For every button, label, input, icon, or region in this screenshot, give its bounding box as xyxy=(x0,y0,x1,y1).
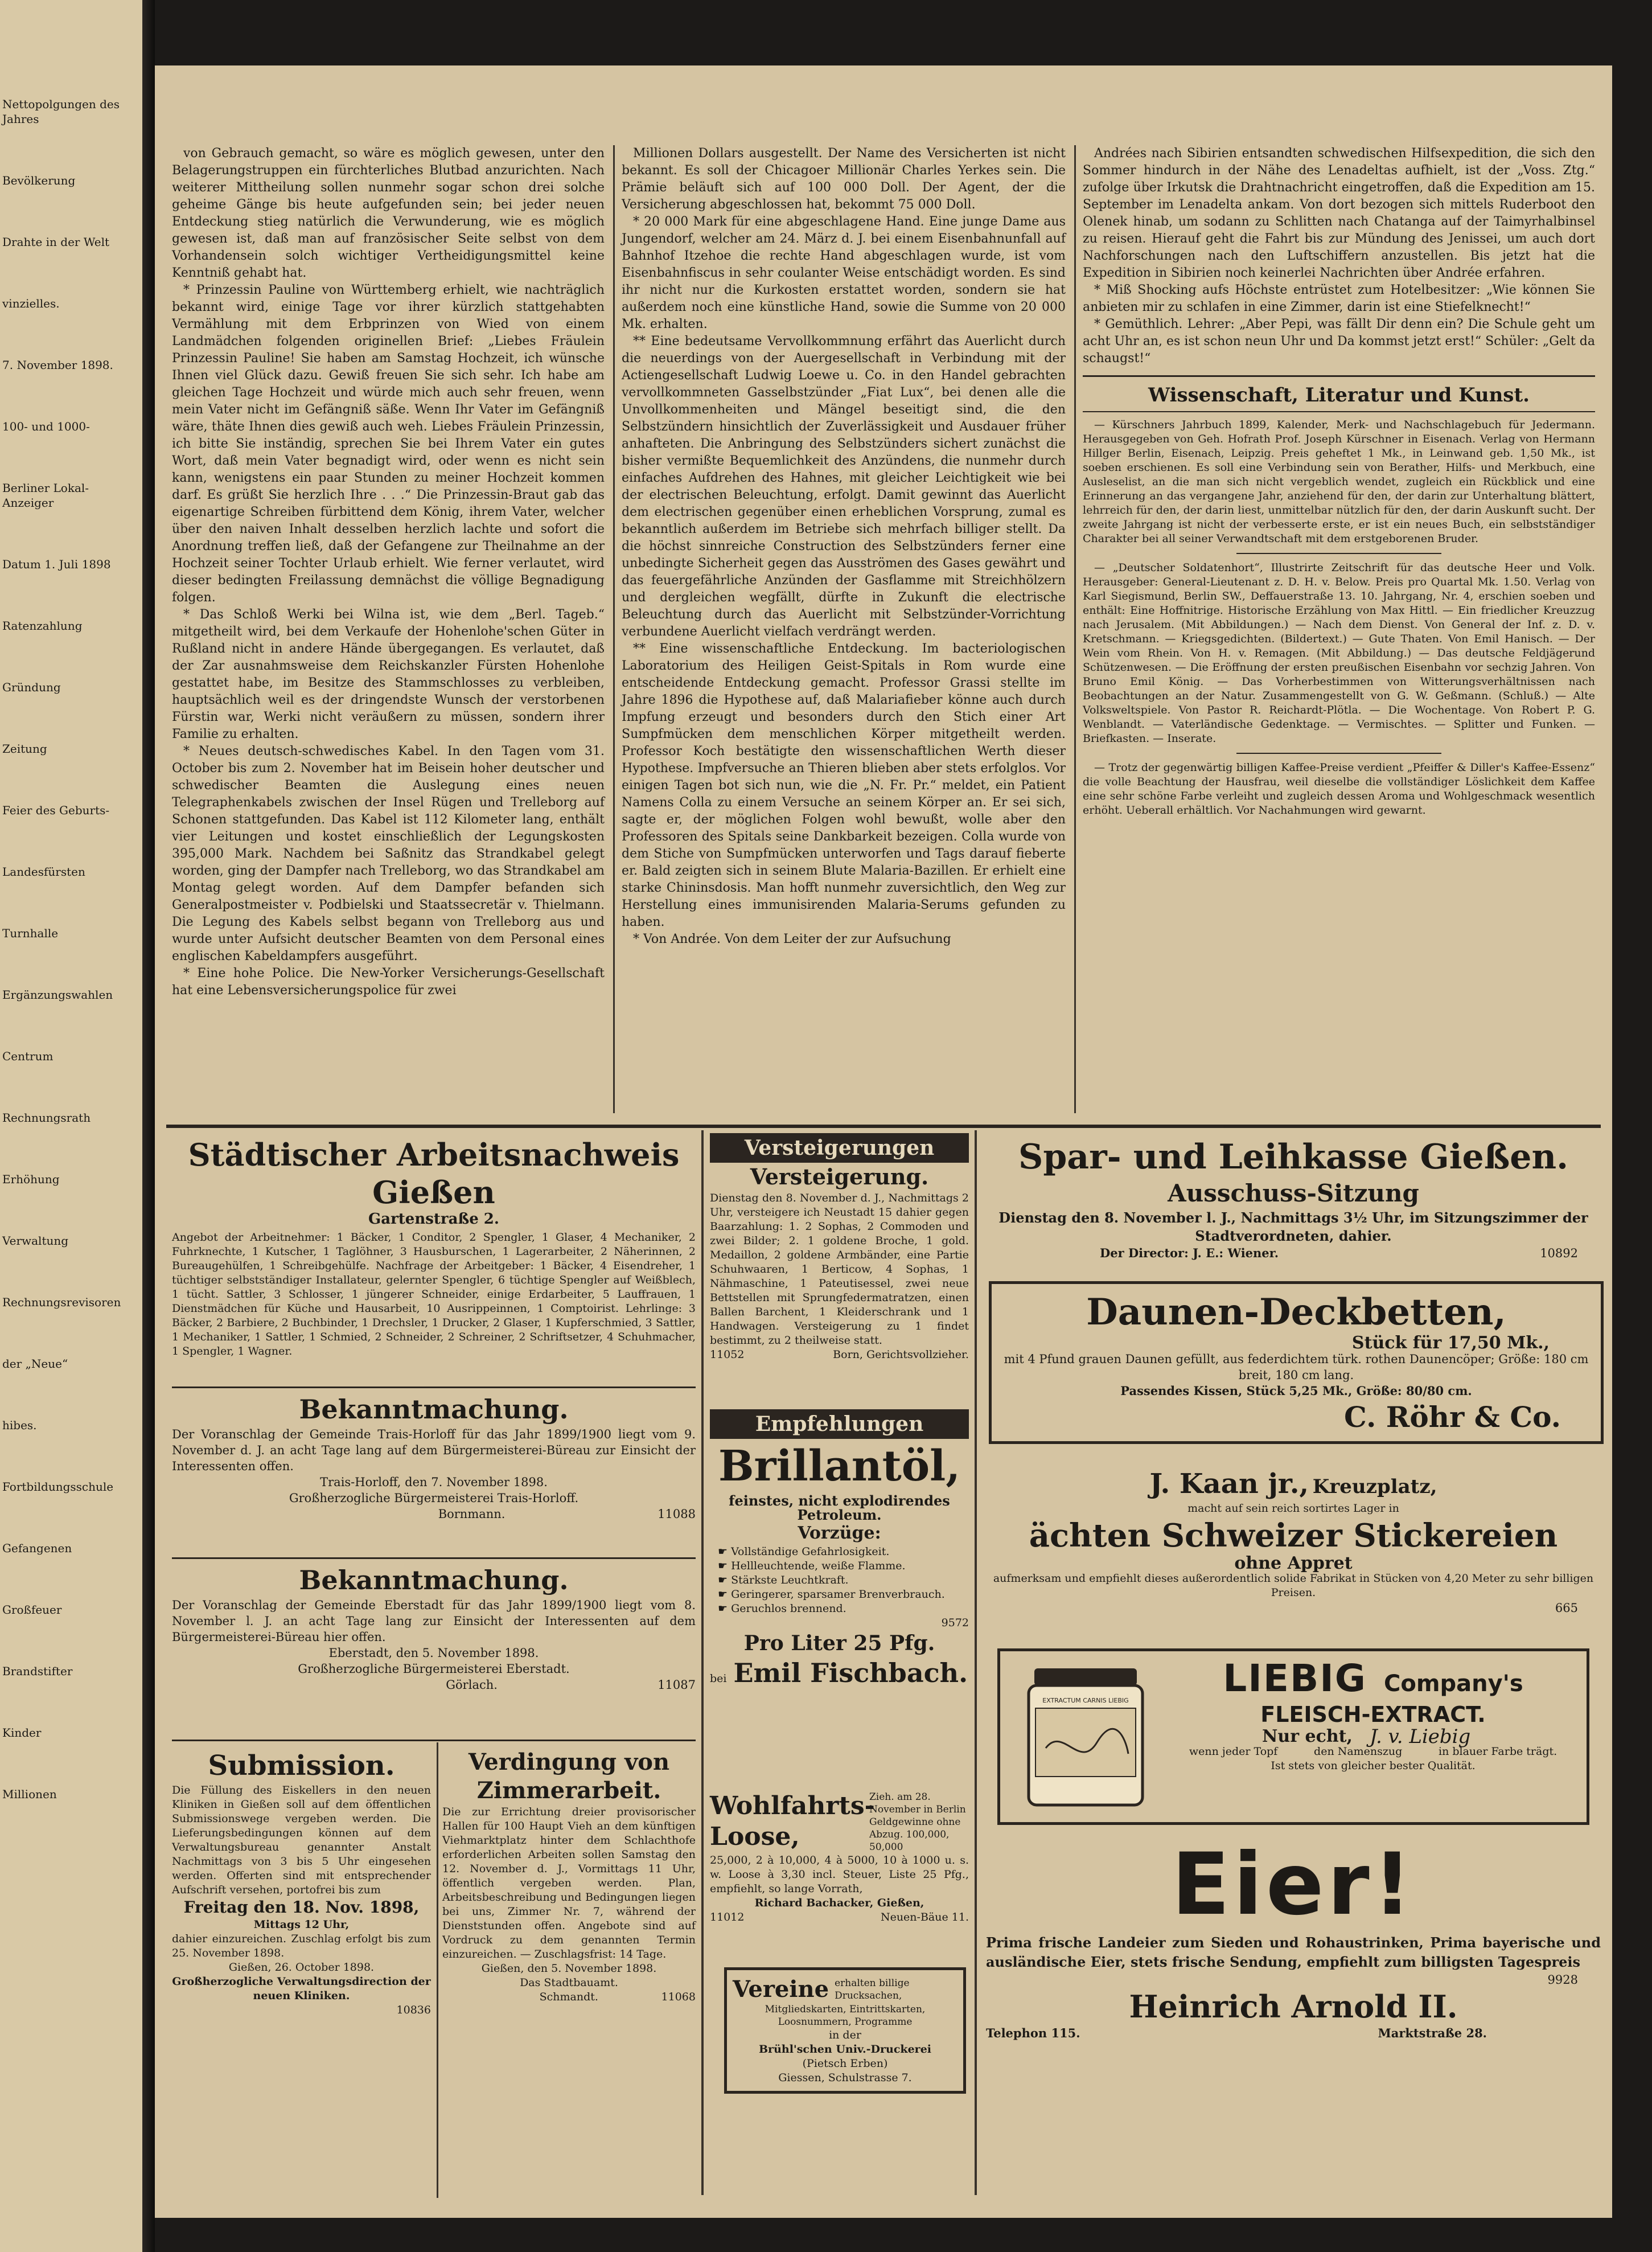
ad-bekanntmachung-trais xyxy=(172,1392,696,1522)
left-page-line: Berliner Lokal-Anzeiger xyxy=(2,481,89,510)
ad-place: Gießen, 26. October 1898. xyxy=(228,1961,375,1974)
ad-place: Trais-Horloff, den 7. November 1898. xyxy=(320,1475,548,1489)
left-page-line: Kinder xyxy=(2,1726,42,1740)
article-column-2 xyxy=(622,145,1066,948)
ad-number: 11068 xyxy=(661,1991,696,2003)
ad-title: Versteigerung. xyxy=(750,1164,929,1189)
feature-text: Geringerer, sparsamer Brenverbrauch. xyxy=(731,1588,945,1601)
ad-signer: Großherzogliche Verwaltungsdirection der neuen Kliniken. xyxy=(172,1975,431,2002)
article-paragraph: * Prinzessin Pauline von Württemberg erhielt, wie nachträglich bekannt wird, einige Tage vor ihrer kürzlich stattgehabten Vermählung mit dem Erbprinzen von Wied von einem Landmädchen folgenden originellen Brief: „Liebes Fräulein Prinzessin Pauline! Sie haben am Samstag Hochzeit, ich wünsche Ihnen viel Glück dazu. Gewiß freuen Sie sich sehr. Ich habe am gleichen Tage Hochzeit und würde mich auch sehr freuen, wenn mein Vater nicht im Gefängniß säße. Wenn Ihr Vater im Gefängniß wäre, thäte Ihnen dies gewiß auch weh. Liebes Fräulein Prinzessin, ich bitte Sie inständig, sprechen Sie bei Ihrem Vater ein gutes Wort, daß mein Vater begnadigt wird, oder wenn es nicht sein kann, wenigstens ein paar Stunden zu meiner Hochzeit kommen darf. Es grüßt Sie herzlich Ihre . . .“ Die Prinzessin-Braut gab das eigenartige Schreiben fürbittend dem König, ihrem Vater, welcher über den naiven Inhalt desselben herzlich lachte und sofort die Anordnung treffen ließ, daß der Gefangene zur Theilnahme an der Hochzeit seiner Tochter Urlaub erhielt. Wie ferner verlautet, wird dieser bedingten Freilassung demnächst die völlige Begnadigung folgen. xyxy=(172,283,605,605)
ad-firm: Heinrich Arnold II. xyxy=(1129,1988,1458,2025)
left-page-line: Drahte in der Welt xyxy=(2,235,110,249)
liebig-jar-image xyxy=(1017,1663,1154,1811)
column-rule xyxy=(613,145,615,1113)
feature-text: Geruchlos brennend. xyxy=(731,1602,846,1615)
ad-phone: Telephon 115. xyxy=(986,2026,1080,2040)
article-paragraph: Andrées nach Sibirien entsandten schwedischen Hilfsexpedition, die sich den Sommer hindurch in der Nähe des Lenadeltas aufhielt, ist der „Voss. Ztg.“ zufolge über Irkutsk die Drahtnachricht eingetroffen, daß die Expedition am 15. September im Lenadelta ankam. Von dort bezogen sich mittels Ruderboot den Olenek hinab, um sodann zu Schlitten nach Chatanga auf der Taimyrhalbinsel zu reisen. Hierauf geht die Fahrt bis zur Mündung des Jenissei, um auch dort Nachforschungen nach den Luftschiffern anzustellen. Bis jetzt hat die Expedition in Sibirien noch keinerlei Nachrichten über Andrée erfahren. xyxy=(1083,146,1595,280)
ad-number: 11088 xyxy=(657,1507,696,1521)
ad-submission xyxy=(172,1748,431,2017)
ad-body: Angebot der Arbeitnehmer: 1 Bäcker, 1 Conditor, 2 Spengler, 1 Glaser, 4 Mechaniker, 2 Fuhrknechte, 1 Kutscher, 1 Taglöhner, 3 Hausburschen, 1 Lagerarbeiter, 2 Näherinnen, 2 Bureaugehülfen, 1 Schreibgehülfe. Nachfrage der Arbeitgeber: 1 Bäcker, 4 Eisendreher, 1 tüchtiger selbstständiger Installateur, gelernter Spengler, 6 tüchtige Spengler auf Weißblech, 1 tücht. Sattler, 3 Schlosser, 1 jüngerer Schneider, einige Erdarbeiter, 5 Lauffrauen, 1 Dienstmädchen für Küche und Hausarbeit, 10 Ausrippeinnen, 1 Comptoirist. Lehrlinge: 3 Bäcker, 2 Barbiere, 2 Buchbinder, 1 Drechsler, 1 Drucker, 2 Glaser, 1 Kupferschmied, 3 Sattler, 1 Mechaniker, 1 Sattler, 1 Schmied, 2 Schneider, 2 Schreiner, 2 Schriftsetzer, 4 Schuhmacher, 1 Spengler, 1 Wagner. xyxy=(172,1231,696,1357)
feature-list-item xyxy=(718,1559,969,1573)
ad-signer: Großherzogliche Bürgermeisterei Trais-Horloff. xyxy=(289,1491,579,1505)
ad-kaan-stickereien xyxy=(986,1466,1601,1616)
feature-list-item xyxy=(718,1602,969,1616)
left-page-text xyxy=(2,97,139,1848)
ad-number: 665 xyxy=(1555,1601,1578,1615)
ad-body: Dienstag den 8. November l. J., Nachmittags 3½ Uhr, im Sitzungszimmer der Stadtverordneten, dahier. xyxy=(998,1209,1588,1244)
liebig-signature: J. v. Liebig xyxy=(1369,1725,1471,1748)
left-page-line: Fortbildungsschule xyxy=(2,1480,114,1494)
pointing-hand-icon: ☛ xyxy=(718,1588,732,1601)
ad-body: Mitgliedskarten, Eintrittskarten, Loosnummern, Programme xyxy=(765,2004,926,2028)
ad-place: Kreuzplatz, xyxy=(1312,1475,1437,1498)
left-page-line: 100- und 1000- xyxy=(2,420,90,433)
left-page-line: der „Neue“ xyxy=(2,1357,68,1371)
ad-title: Brillantöl, xyxy=(718,1442,961,1491)
liebig-product: FLEISCH-EXTRACT. xyxy=(1260,1702,1486,1727)
ad-number: 10836 xyxy=(396,2004,431,2016)
article-paragraph: * Neues deutsch-schwedisches Kabel. In den Tagen vom 31. October bis zum 2. November hat im Beisein hoher deutscher und schwedischer Beamten die Auslegung eines neuen Telegraphenkabels zwischen der Insel Rügen und Trelleborg auf Schonen stattgefunden. Das Kabel ist 112 Kilometer lang, enthält vier Leitungen und kostet einschließlich der Legungskosten 395,000 Mark. Nachdem bei Saßnitz das Strandkabel gelegt worden, ging der Dampfer nach Trelleborg, wo das Strandkabel am Montag gelegt worden. Auf dem Dampfer befanden sich Generalpostmeister v. Podbielski und Staatssecretär v. Thielmann. Die Legung des Kabels selbst begann von Trelleborg aus und wurde unter Aufsicht deutscher Beamten von dem Personal eines englischen Kabeldampfers ausgeführt. xyxy=(172,744,605,963)
ad-body: Dienstag den 8. November d. J., Nachmittags 2 Uhr, versteigere ich Neustadt 15 dahier gegen Baarzahlung: 1. 2 Sophas, 2 Commoden und zwei Bilder; 2. 1 goldene Broche, 1 gold. Medaillon, 2 goldene Armbänder, eine Partie Schuhwaaren, 1 Berticow, 4 Sophas, 1 Nähmaschine, 1 Pateutisessel, zwei neue Bettstellen mit Sprungfedermatratzen, einen Ballen Barchent, 1 Kleiderschrank und 1 Handwagen. Versteigerung zu 1 findet bestimmt, zu 2 theilweise statt. xyxy=(710,1192,969,1347)
ad-title: Bekanntmachung. xyxy=(299,1565,569,1595)
ads-column-rule xyxy=(701,1130,704,2195)
ad-rule xyxy=(172,1740,696,1741)
article-paragraph: — Trotz der gegenwärtig billigen Kaffee-Preise verdient „Pfeiffer & Diller's Kaffee-Essenz“ die volle Beachtung der Hausfrau, weil dieselbe die vollständiger Löslichkeit dem Kaffee eine sehr schöne Farbe verleiht und zugleich dessen Aroma und Wohlgeschmack wesentlich erhöht. Ueberall erhältlich. Vor Nachahmungen wird gewarnt. xyxy=(1083,761,1595,817)
ad-printer: Brühl'schen Univ.-Druckerei xyxy=(759,2043,931,2056)
article-paragraph: * 20 000 Mark für eine abgeschlagene Hand. Eine junge Dame aus Jungendorf, welcher am 24. März d. J. bei einem Eisenbahnunfall auf Bahnhof Itzehoe die rechte Hand abgeschlagen wurde, ist vom Eisenbahnfiscus in sehr coulanter Weise entschädigt worden. Es sind ihr nicht nur die Kurkosten erstattet worden, sondern sie hat außerdem noch eine künstliche Hand, sowie die Summe von 20 000 Mk. erhalten. xyxy=(622,215,1066,331)
left-page-line: Gefangenen xyxy=(2,1541,72,1555)
feature-text: Stärkste Leuchtkraft. xyxy=(731,1574,849,1586)
ad-price: Stück für 17,50 Mk., xyxy=(1351,1333,1550,1353)
ad-price: Pro Liter 25 Pfg. xyxy=(743,1631,935,1655)
article-paragraph: * Von Andrée. Von dem Leiter der zur Aufsuchung xyxy=(633,932,951,946)
ad-printer-sub: (Pietsch Erben) xyxy=(802,2057,888,2070)
left-page-line: Ergänzungswahlen xyxy=(2,988,113,1002)
left-page-line: Feier des Geburts- xyxy=(2,803,110,817)
ad-subtitle: Ausschuss-Sitzung xyxy=(1168,1179,1419,1207)
ad-body: aufmerksam und empfiehlt dieses außerordentlich solide Fabrikat in Stücken von 4,20 Meter zu sehr billigen Preisen. xyxy=(993,1572,1594,1599)
ads-column-rule xyxy=(975,1130,977,2195)
ad-liebig xyxy=(997,1648,1589,1825)
ad-heading: Vorzüge: xyxy=(798,1523,881,1543)
left-page-line: Rechnungsrevisoren xyxy=(2,1295,121,1309)
ad-title: Bekanntmachung. xyxy=(299,1394,569,1425)
article-paragraph: von Gebrauch gemacht, so wäre es möglich gewesen, unter den Belagerungstruppen ein fürchterliches Blutbad anzurichten. Nach weiterer Mittheilung sollen nunmehr sogar schon drei solche geheime Gänge bis heute aufgefunden sein; bei jeder neuen Entdeckung stieg natürlich die Verwunderung, wie es möglich gewesen ist, daß man auf französischer Seite selbst von dem Vorhandensein solch wichtiger Vertheidigungsmittel keine Kenntniß gehabt hat. xyxy=(172,146,605,280)
ads-top-rule xyxy=(166,1125,1601,1128)
ad-number: 11052 xyxy=(710,1348,745,1361)
ad-in-der: in der xyxy=(829,2029,861,2041)
left-page-line: Bevölkerung xyxy=(2,174,76,187)
ad-name: Bornmann. xyxy=(438,1507,506,1521)
feature-text: Vollständige Gefahrlosigkeit. xyxy=(731,1545,890,1558)
left-page-line: Gründung xyxy=(2,680,61,694)
ad-subtitle: Gartenstraße 2. xyxy=(368,1211,499,1228)
ad-seller: Emil Fischbach. xyxy=(733,1658,968,1688)
ad-title: Submission. xyxy=(208,1750,395,1782)
left-page-line: Zeitung xyxy=(2,742,47,756)
ad-signer: Der Director: J. E.: Wiener. xyxy=(1100,1246,1279,1260)
left-page-line: Turnhalle xyxy=(2,926,59,940)
ad-bekanntmachung-eberstadt xyxy=(172,1563,696,1693)
ad-versteigerung xyxy=(710,1133,969,1362)
liebig-company: Company's xyxy=(1383,1671,1523,1697)
ad-body: Die Füllung des Eiskellers in den neuen Kliniken in Gießen soll auf dem öffentlichen Submissionswege vergeben werden. Die Lieferungsbedingungen können auf dem Verwaltungsbureau genannter Anstalt Nachmittags von 3 bis 5 Uhr eingesehen werden. Offerten sind mit entsprechender Aufschrift versehen, portofrei bis zum xyxy=(172,1784,431,1896)
ad-time: Mittags 12 Uhr, xyxy=(253,1918,350,1931)
ad-signer: Born, Gerichtsvollzieher. xyxy=(833,1348,969,1361)
article-column-1 xyxy=(172,145,605,999)
article-paragraph: — Kürschners Jahrbuch 1899, Kalender, Merk- und Nachschlagebuch für Jedermann. Herausgegeben von Geh. Hofrath Prof. Joseph Kürschner in Eisenach. Verlag von Hermann Hillger Berlin, Eisenach, Leipzig. Preis geheftet 1 Mk., in Leinwand geb. 1,50 Mk., ist soeben erschienen. Es soll eine Verbindung sein von Berather, Hilfs- und Merkbuch, eine Ausleselist, an die man sich nicht vergeblich wendet, zugleich ein Rückblick und eine Erinnerung an das vergangene Jahr, anziehend für den, der darin zur Unterhaltung blättert, lehrreich für den, der darin liest, unmittelbar nützlich für den, der darin Auskunft sucht. Der zweite Jahrgang ist nicht der verbesserte erste, er ist ein neues Buch, ein selbstständiger Charakter bei all seiner Verwandtschaft mit dem erstgeborenen Bruder. xyxy=(1083,419,1595,545)
article-paragraph: — „Deutscher Soldatenhort“, Illustrirte Zeitschrift für das deutsche Heer und Volk. Herausgeber: General-Lieutenant z. D. H. v. Below. Preis pro Quartal Mk. 1.50. Verlag von Karl Siegismund, Berlin SW., Deffauerstraße 13. 10. Jahrgang, Nr. 4, erschien soeben und enthält: Eine Hoffnitrige. Historische Erzählung von Max Hittl. — Ein friedlicher Kreuzzug nach Jerusalem. (Mit Abbildungen.) — Nach dem Dienst. Von General der Inf. z. D. v. Kretschmann. — Kriegsgedichten. (Bildertext.) — Gute Thaten. Von Emil Hanisch. — Der Wein vom Rhein. Von H. v. Remagen. (Mit Abbildung.) — Das deutsche Feldjägerund Schützenwesen. — Die Eröffnung der ersten preußischen Eisenbahn vor sechzig Jahren. Von Bruno Emil König. — Das Vorherbestimmen von Witterungsverhältnissen nach Beobachtungen an der Natur. Zusammengestellt von G. W. Geßmann. (Schluß.) — Alte Volksweltspiele. Von Pastor R. Reichardt-Plötla. — Die Wochentage. Von Robert P. G. Wenblandt. — Vaterländische Gedenktage. — Vermischtes. — Splitter und Funken. — Briefkasten. — Inserate. xyxy=(1083,561,1595,745)
feature-list-item xyxy=(718,1545,969,1559)
ad-subtitle: feinstes, nicht explodirendes xyxy=(729,1492,950,1509)
ad-number: 10892 xyxy=(1540,1246,1578,1260)
ad-vereine xyxy=(724,1967,966,2094)
ad-body: Die zur Errichtung dreier provisorischer Hallen für 100 Haupt Vieh an dem künftigen Viehmarktplatz hinter dem Schlachthofe erforderlichen Arbeiten sollen Samstag den 12. November d. J., Vormittags 11 Uhr, öffentlich vergeben werden. Plan, Arbeitsbeschreibung und Bedingungen liegen bei uns, Zimmer Nr. 7, während der Dienststunden offen. Angebote sind auf Vordruck zu dem genannten Termin einzureichen. — Zuschlagsfrist: 14 Tage. xyxy=(442,1806,696,1960)
ad-place: Eberstadt, den 5. November 1898. xyxy=(328,1646,539,1660)
section-rule xyxy=(1083,411,1595,412)
article-paragraph: ** Eine wissenschaftliche Entdeckung. Im bacteriologischen Laboratorium des Heiligen Geist-Spitals in Rom wurde eine entscheidende Entdeckung gemacht. Professor Grassi stellte im Jahre 1896 die Hypothese auf, daß Malariafieber könne auch durch Impfung erzeugt und besonders durch den Stich einer Art Sumpfmücken dem menschlichen Körper mitgetheilt werden. Professor Koch bestätigte den wissenschaftlichen Werth dieser Hypothese. Impfversuche an Thieren blieben aber stets erfolglos. Vor einigen Tagen bot sich nun, wie die „N. Fr. Pr.“ meldet, ein Patient Namens Colla zu einem Versuche an seinem Körper an. Er sei sich, sagte er, der möglichen Folgen wohl bewußt, wolle aber den Professoren des Spitals seine Dankbarkeit bezeigen. Colla wurde von dem Stiche von Sumpfmücken unterworfen und Tags darauf fieberte er. Bald zeigten sich in seinem Blute Malaria-Bazillen. Er erhielt eine starke Chininsdosis. Man hofft nunmehr zuversichtlich, den Weg zur Herstellung eines immunisirenden Malaria-Serums gefunden zu haben. xyxy=(622,642,1066,929)
ad-verdingung xyxy=(442,1748,696,2004)
ad-subtitle: macht auf sein reich sortirtes Lager in xyxy=(1187,1502,1399,1515)
ad-banner: Versteigerungen xyxy=(710,1133,969,1163)
ad-ohne: ohne Appret xyxy=(1234,1553,1353,1573)
liebig-body-2: den Namenszug xyxy=(1314,1745,1403,1758)
ad-date: Freitag den 18. Nov. 1898, xyxy=(183,1898,420,1917)
ad-number: 11087 xyxy=(657,1678,696,1692)
liebig-echt: Nur echt, xyxy=(1262,1726,1353,1746)
ad-eier xyxy=(986,1836,1601,2041)
article-paragraph: Millionen Dollars ausgestellt. Der Name des Versicherten ist nicht bekannt. Es soll der Chicagoer Millionär Charles Yerkes sein. Die Prämie beläuft sich auf 100 000 Doll. Der Agent, der die Versicherung abgeschlossen hat, bekommt 75 000 Doll. xyxy=(622,146,1066,212)
ad-body: Prima frische Landeier zum Sieden und Rohaustrinken, Prima bayerische und ausländische Eier, stets frische Sendung, empfiehlt zum billigsten Tagespreis xyxy=(986,1934,1601,1970)
ad-number: 9572 xyxy=(941,1617,969,1629)
feature-list-item xyxy=(718,1573,969,1588)
left-page-line: Rechnungsrath xyxy=(2,1111,91,1125)
liebig-body-1: wenn jeder Topf xyxy=(1189,1745,1278,1758)
ad-title: Vereine xyxy=(733,1976,829,2003)
ad-street: Neuen-Bäue 11. xyxy=(880,1911,969,1923)
left-page-line: Verwaltung xyxy=(2,1234,69,1248)
ad-title: Daunen-Deckbetten, xyxy=(1086,1291,1506,1334)
left-page-line: Ratenzahlung xyxy=(2,619,83,633)
ad-street: Marktstraße 28. xyxy=(1378,2026,1487,2040)
liebig-brand: LIEBIG xyxy=(1223,1656,1367,1700)
ad-subtitle: Petroleum. xyxy=(797,1507,882,1523)
article-column-3 xyxy=(1083,145,1595,818)
jar-label-text: EXTRACTUM CARNIS LIEBIG xyxy=(1042,1697,1129,1704)
liebig-body-3: in blauer Farbe trägt. xyxy=(1439,1745,1558,1758)
feature-text: Hellleuchtende, weiße Flamme. xyxy=(731,1560,906,1572)
left-page-line: Erhöhung xyxy=(2,1172,60,1186)
ad-number: 11012 xyxy=(710,1911,745,1923)
ad-seller: Richard Bachacker, Gießen, xyxy=(754,1897,924,1909)
left-page-line: Großfeuer xyxy=(2,1603,62,1617)
ad-banner: Empfehlungen xyxy=(710,1409,969,1439)
ad-body: mit 4 Pfund grauen Daunen gefüllt, aus federdichtem türk. rothen Daunencöper; Größe: 180 cm breit, 180 cm lang. xyxy=(1004,1352,1589,1382)
feature-list xyxy=(710,1545,969,1616)
left-page-line: Brandstifter xyxy=(2,1664,73,1678)
liebig-body-4: Ist stets von gleicher bester Qualität. xyxy=(1271,1759,1476,1772)
pointing-hand-icon: ☛ xyxy=(718,1602,732,1615)
ad-rule xyxy=(172,1387,696,1388)
ad-number: 9928 xyxy=(1547,1973,1578,1987)
left-page-line: Centrum xyxy=(2,1049,54,1063)
section-rule xyxy=(1236,553,1441,554)
ad-brillantoel xyxy=(710,1409,969,1689)
ad-wohlfahrtslose xyxy=(710,1791,969,1925)
ad-name: Görlach. xyxy=(446,1678,498,1692)
pointing-hand-icon: ☛ xyxy=(718,1560,732,1572)
ad-title: Eier! xyxy=(1172,1835,1415,1934)
ad-body: Der Voranschlag der Gemeinde Eberstadt für das Jahr 1899/1900 liegt vom 8. November l. J. an acht Tage lang zur Einsicht der Interessenten auf dem Bürgermeisterei-Büreau hier offen. xyxy=(172,1598,696,1644)
ad-sparkasse xyxy=(986,1136,1601,1261)
left-page-line: hibes. xyxy=(2,1418,37,1432)
ad-rule xyxy=(172,1557,696,1559)
ad-big: ächten Schweizer Stickereien xyxy=(1029,1517,1558,1554)
left-page-line: Nettopolgungen des Jahres xyxy=(2,97,120,126)
article-paragraph: * Gemüthlich. Lehrer: „Aber Pepi, was fällt Dir denn ein? Die Schule geht um acht Uhr an, es ist schon neun Uhr und Da kommst jetzt erst!“ Schüler: „Gelt da schaugst!“ xyxy=(1083,317,1595,366)
ad-arbeitsnachweis xyxy=(172,1136,696,1359)
ad-kissen: Passendes Kissen, Stück 5,25 Mk., Größe: 80/80 cm. xyxy=(1120,1384,1472,1398)
ad-body: 25,000, 2 à 10,000, 4 à 5000, 10 à 1000 u. s. w. Loose à 3,30 incl. Steuer, Liste 25 Pfg., empfiehlt, so lange Vorrath, xyxy=(710,1854,969,1895)
ad-title: J. Kaan jr., xyxy=(1149,1468,1309,1500)
feature-list-item xyxy=(718,1588,969,1602)
ad-body: dahier einzureichen. Zuschlag erfolgt bis zum 25. November 1898. xyxy=(172,1933,431,1959)
ad-signer: Das Stadtbauamt. xyxy=(520,1976,618,1989)
section-rule xyxy=(1236,753,1441,754)
ad-daunen-deckbetten xyxy=(989,1281,1604,1444)
ad-side-text: Zieh. am 28. November in Berlin Geldgewinne ohne Abzug. 100,000, 50,000 xyxy=(869,1791,966,1853)
ad-bei: bei xyxy=(710,1672,727,1685)
pointing-hand-icon: ☛ xyxy=(718,1574,732,1586)
left-page-line: Millionen xyxy=(2,1787,57,1801)
newspaper-page xyxy=(155,65,1612,2218)
left-page-line: 7. November 1898. xyxy=(2,358,113,372)
ad-title: Wohlfahrts-Loose, xyxy=(710,1791,875,1851)
ad-name: Schmandt. xyxy=(539,1991,598,2003)
section-rule xyxy=(1083,375,1595,377)
book-gutter xyxy=(142,0,155,2252)
left-page-line: Landesfürsten xyxy=(2,865,85,879)
ad-split-rule xyxy=(437,1742,438,2198)
article-paragraph: ** Eine bedeutsame Vervollkommnung erfährt das Auerlicht durch die neuerdings von der Auergesellschaft in Verbindung mit der Actiengesellschaft Ludwig Loewe u. Co. in den Handel gebrachten vervollkommneten Gasselbstzünder „Fiat Lux“, bei denen alle die Unvollkommenheiten und Mängel beseitigt sind, die den Selbstzündern hinsichtlich der Zuverlässigkeit und Ausdauer früher anhafteten. Die Anbringung des Selbstzünders sichert zunächst die bisher vermißte Bequemlichkeit des Anzündens, die nunmehr durch einfaches Aufdrehen des Hahnes, mit gleicher Leichtigkeit wie bei der electrischen Beleuchtung, erfolgt. Damit gewinnt das Auerlicht dem electrischen gegenüber einen erheblichen Vorsprung, zumal es bekanntlich außerdem im Betriebe sich mehrfach billiger stellt. Da die höchst sinnreiche Construction des Selbstzünders ferner eine unbedingte Sicherheit gegen das Ausströmen des Gases gewährt und das feuergefährliche Anzünden der Gasflamme mit Streichhölzern und dergleichen wegfällt, dürfte in Zukunft die electrische Beleuchtung durch das Auerlicht mit Selbstzünder-Vorrichtung verbundene Auerlicht vielfach verdrängt werden. xyxy=(622,334,1066,639)
left-page-line: vinzielles. xyxy=(2,297,60,310)
ad-place: Gießen, den 5. November 1898. xyxy=(481,1962,657,1975)
ad-title: Städtischer Arbeitsnachweis Gießen xyxy=(188,1137,680,1211)
ad-firm: C. Röhr & Co. xyxy=(1344,1400,1561,1434)
ad-signer: Großherzogliche Bürgermeisterei Eberstadt. xyxy=(298,1662,570,1676)
article-paragraph: * Das Schloß Werki bei Wilna ist, wie dem „Berl. Tageb.“ mitgetheilt wird, bei dem Verkaufe der Hohenlohe'schen Güter in Rußland nicht in andere Hände übergegangen. Es verlautet, daß der Zar ausnahmsweise dem Reichskanzler Fürsten Hohenlohe gestattet habe, im Besitze des Stammschlosses zu verbleiben, hauptsächlich weil es der dringendste Wunsch der verstorbenen Fürstin war, Werki nicht veräußern zu müssen, sondern ihrer Familie zu erhalten. xyxy=(172,608,605,741)
article-paragraph: * Miß Shocking aufs Höchste entrüstet zum Hotelbesitzer: „Wie können Sie anbieten mir zu schlafen in eine Zimmer, darin ist eine Stiefelknecht!“ xyxy=(1083,283,1595,314)
left-page-line: Datum 1. Juli 1898 xyxy=(2,557,111,571)
section-heading: Wissenschaft, Literatur und Kunst. xyxy=(1148,384,1530,407)
ad-title: Spar- und Leihkasse Gießen. xyxy=(1018,1137,1568,1177)
ad-side-text: erhalten billige Drucksachen, xyxy=(835,1978,910,2001)
ad-address: Giessen, Schulstrasse 7. xyxy=(778,2071,912,2084)
column-rule xyxy=(1074,145,1076,1113)
ad-title: Verdingung von Zimmerarbeit. xyxy=(468,1749,670,1804)
ad-body: Der Voranschlag der Gemeinde Trais-Horloff für das Jahr 1899/1900 liegt vom 9. November d. J. an acht Tage lang auf dem Bürgermeisterei-Büreau zur Einsicht der Interessenten offen. xyxy=(172,1428,696,1473)
article-paragraph: * Eine hohe Police. Die New-Yorker Versicherungs-Gesellschaft hat eine Lebensversicherungspolice für zwei xyxy=(172,966,605,998)
pointing-hand-icon: ☛ xyxy=(718,1545,732,1558)
left-page-fragment xyxy=(0,0,142,2252)
